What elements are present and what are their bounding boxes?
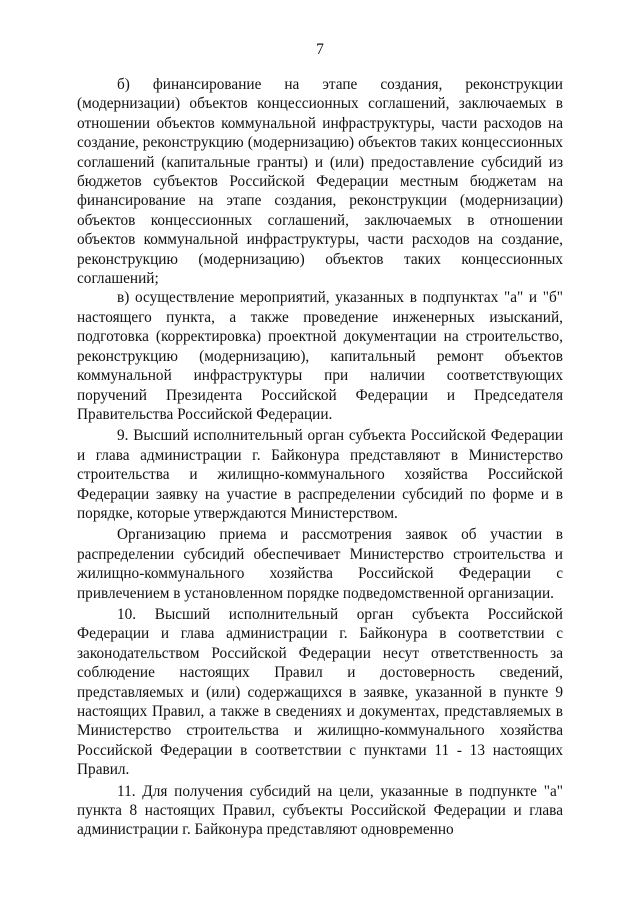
paragraph-item-10: 10. Высший исполнительный орган субъекта Российской Федерации и глава администрации г. Байконура в соответствии с законодательством Российской Федерации несут ответственность за соблюдение настоящих Правил и достоверность сведений, представляемых и (или) содержащихся в заявке, указанной в пункте 9 настоящих Правил, а также в сведениях и документах, представляемых в Министерство строительства и жилищно-коммунального хозяйства Российской Федерации в соответствии с пунктами 11 - 13 настоящих Правил. <box>77 605 563 779</box>
paragraph-subitem-b: б) финансирование на этапе создания, реконструкции (модернизации) объектов концессионных соглашений, заключаемых в отношении объектов коммунальной инфраструктуры, части расходов на создание, реконструкцию (модернизацию) объектов таких концессионных соглашений (капитальные гранты) и (или) предоставление субсидий из бюджетов субъектов Российской Федерации местным бюджетам на финансирование на этапе создания, реконструкции (модернизации) объектов концессионных соглашений, заключаемых в отношении объектов коммунальной инфраструктуры, части расходов на создание, реконструкцию (модернизацию) объектов таких концессионных соглашений; <box>77 76 563 288</box>
paragraph-item-9-organization: Организацию приема и рассмотрения заявок об участии в распределении субсидий обеспечивает Министерство строительства и жилищно-коммунального хозяйства Российской Федерации с привлечением в установленном порядке подведомственной организации. <box>77 526 563 602</box>
page-number: 7 <box>316 41 324 58</box>
document-body <box>77 75 563 840</box>
paragraph-subitem-v: в) осуществление мероприятий, указанных в подпунктах "а" и "б" настоящего пункта, а также проведение инженерных изысканий, подготовка (корректировка) проектной документации на строительство, реконструкцию (модернизацию), капитальный ремонт объектов коммунальной инфраструктуры при наличии соответствующих поручений Президента Российской Федерации и Председателя Правительства Российской Федерации. <box>77 289 563 423</box>
paragraph-item-11: 11. Для получения субсидий на цели, указанные в подпункте "а" пункта 8 настоящих Правил, субъекты Российской Федерации и глава администрации г. Байконура представляют одновременно <box>77 782 563 839</box>
paragraph-item-9: 9. Высший исполнительный орган субъекта Российской Федерации и глава администрации г. Байконура представляют в Министерство строительства и жилищно-коммунального хозяйства Российской Федерации заявку на участие в распределении субсидий по форме и в порядке, которые утверждаются Министерством. <box>77 427 563 522</box>
